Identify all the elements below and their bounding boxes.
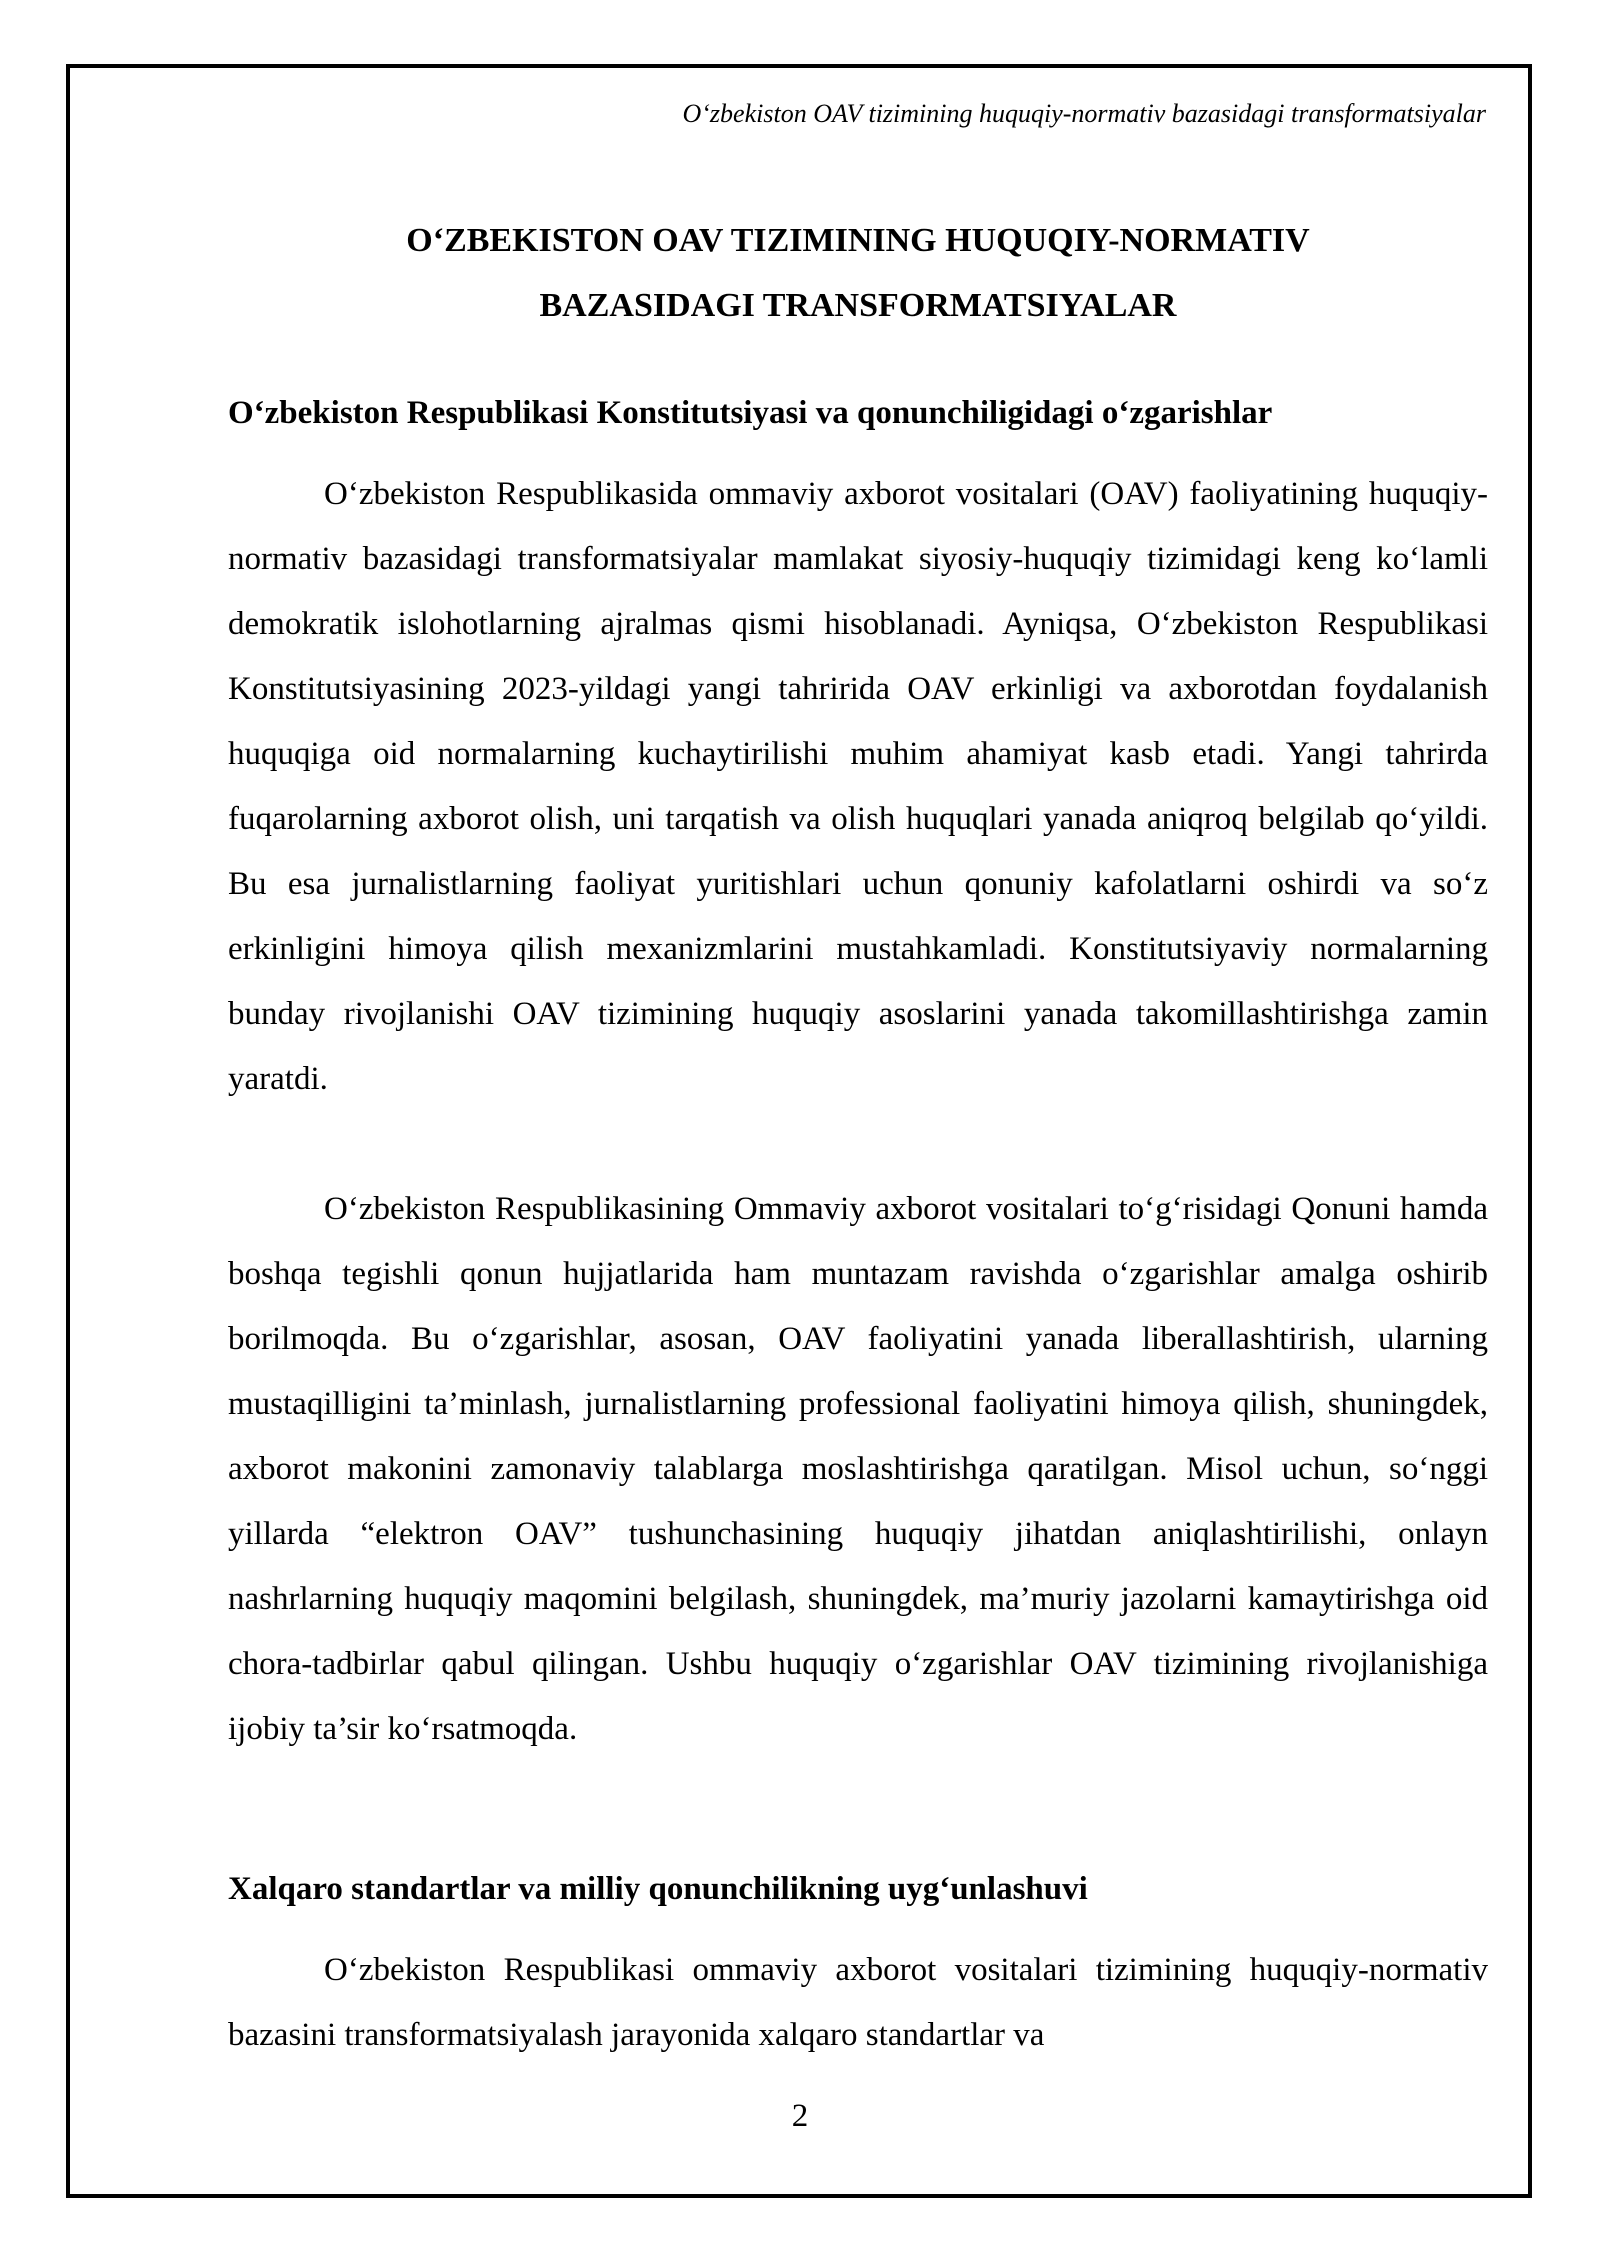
section-heading-international-standards: Xalqaro standartlar va milliy qonunchilikning uyg‘unlashuvi <box>228 1871 1088 1907</box>
document-title-line-1: O‘ZBEKISTON OAV TIZIMINING HUQUQIY-NORMATIV <box>406 222 1310 259</box>
paragraph: O‘zbekiston Respublikasining Ommaviy axborot vositalari to‘g‘risidagi Qonuni hamda boshqa tegishli qonun hujjatlarida ham muntazam ravishda o‘zgarishlar amalga oshirib borilmoqda. Bu o‘zgarishlar, asosan, OAV faoliyatini yanada liberallashtirish, ularning mustaqilligini ta’minlash, jurnalistlarning professional faoliyatini himoya qilish, shuningdek, axborot makonini zamonaviy talablarga moslashtirishga qaratilgan. Misol uchun, so‘nggi yillarda “elektron OAV” tushunchasining huquqiy jihatdan aniqlashtirilishi, onlayn nashrlarning huquqiy maqomini belgilash, shuningdek, ma’muriy jazolarni kamaytirishga oid chora-tadbirlar qabul qilingan. Ushbu huquqiy o‘zgarishlar OAV tizimining rivojlanishiga ijobiy ta’sir ko‘rsatmoqda. <box>228 1191 1488 1747</box>
document-title <box>228 208 1488 338</box>
page-number: 2 <box>791 2098 809 2134</box>
document-title-line-2: BAZASIDAGI TRANSFORMATSIYALAR <box>539 287 1177 324</box>
running-header: O‘zbekiston OAV tizimining huquqiy-normativ bazasidagi transformatsiyalar <box>682 99 1486 128</box>
section-heading-constitution: O‘zbekiston Respublikasi Konstitutsiyasi va qonunchiligidagi o‘zgarishlar <box>228 395 1273 431</box>
paragraph: O‘zbekiston Respublikasida ommaviy axborot vositalari (OAV) faoliyatining huquqiy-normativ bazasidagi transformatsiyalar mamlakat siyosiy-huquqiy tizimidagi keng ko‘lamli demokratik islohotlarning ajralmas qismi hisoblanadi. Ayniqsa, O‘zbekiston Respublikasi Konstitutsiyasining 2023-yildagi yangi tahririda OAV erkinligi va axborotdan foydalanish huquqiga oid normalarning kuchaytirilishi muhim ahamiyat kasb etadi. Yangi tahrirda fuqarolarning axborot olish, uni tarqatish va olish huquqlari yanada aniqroq belgilab qo‘yildi. Bu esa jurnalistlarning faoliyat yuritishlari uchun qonuniy kafolatlarni oshirdi va so‘z erkinligini himoya qilish mexanizmlarini mustahkamladi. Konstitutsiyaviy normalarning bunday rivojlanishi OAV tizimining huquqiy asoslarini yanada takomillashtirishga zamin yaratdi. <box>228 476 1488 1097</box>
paragraph: O‘zbekiston Respublikasi ommaviy axborot vositalari tizimining huquqiy-normativ bazasini transformatsiyalash jarayonida xalqaro standartlar va <box>228 1952 1488 2053</box>
